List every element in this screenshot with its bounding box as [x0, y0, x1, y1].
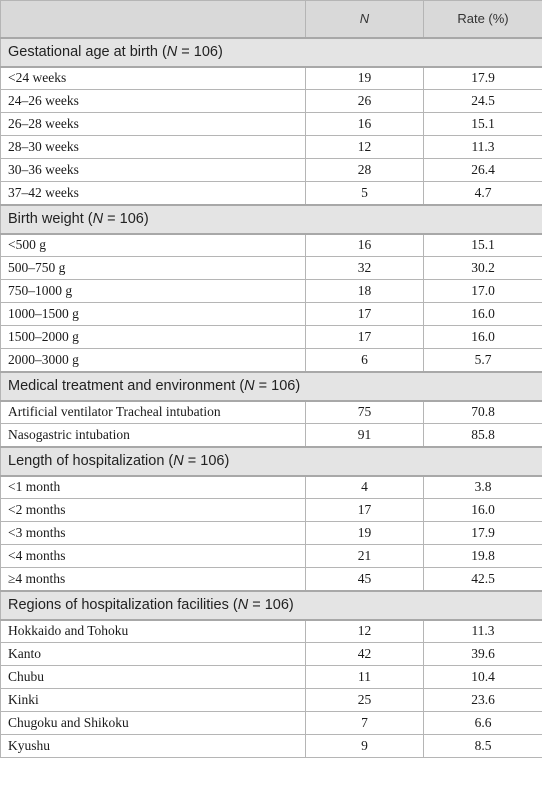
section-header-row — [1, 447, 542, 476]
row-rate: 16.0 — [424, 303, 542, 326]
row-n: 16 — [306, 113, 424, 136]
row-n: 21 — [306, 545, 424, 568]
table-row — [1, 568, 542, 591]
section-title — [1, 372, 542, 401]
section-title-suffix: = 106) — [177, 44, 223, 60]
row-rate: 10.4 — [424, 666, 542, 689]
table-row — [1, 182, 542, 205]
row-n: 32 — [306, 257, 424, 280]
section-header-row — [1, 591, 542, 620]
row-rate: 6.6 — [424, 712, 542, 735]
header-rate: Rate (%) — [424, 1, 542, 38]
row-label: 26–28 weeks — [1, 113, 306, 136]
row-rate: 17.9 — [424, 67, 542, 90]
section-title-n: N — [166, 44, 178, 60]
section-title — [1, 591, 542, 620]
section-title-prefix: Regions of hospitalization facilities ( — [8, 597, 238, 613]
table-row — [1, 735, 542, 758]
row-rate: 24.5 — [424, 90, 542, 113]
row-n: 42 — [306, 643, 424, 666]
row-label: <1 month — [1, 476, 306, 499]
row-n: 17 — [306, 326, 424, 349]
row-rate: 85.8 — [424, 424, 542, 447]
row-rate: 23.6 — [424, 689, 542, 712]
table-body — [1, 38, 542, 758]
row-label: 1500–2000 g — [1, 326, 306, 349]
row-n: 45 — [306, 568, 424, 591]
row-rate: 16.0 — [424, 326, 542, 349]
table-row — [1, 280, 542, 303]
table-row — [1, 620, 542, 643]
table-row — [1, 67, 542, 90]
row-n: 16 — [306, 234, 424, 257]
header-category — [1, 1, 306, 38]
table-row — [1, 113, 542, 136]
section-title-suffix: = 106) — [183, 453, 230, 469]
row-rate: 11.3 — [424, 620, 542, 643]
row-rate: 5.7 — [424, 349, 542, 372]
row-label: <500 g — [1, 234, 306, 257]
row-label: 24–26 weeks — [1, 90, 306, 113]
row-label: Hokkaido and Tohoku — [1, 620, 306, 643]
row-n: 18 — [306, 280, 424, 303]
row-label: Kinki — [1, 689, 306, 712]
row-label: Kyushu — [1, 735, 306, 758]
row-label: <4 months — [1, 545, 306, 568]
row-rate: 26.4 — [424, 159, 542, 182]
row-n: 17 — [306, 499, 424, 522]
row-label: 750–1000 g — [1, 280, 306, 303]
table-row — [1, 522, 542, 545]
row-label: 28–30 weeks — [1, 136, 306, 159]
section-title-suffix: = 106) — [254, 378, 301, 394]
section-title-prefix: Length of hospitalization ( — [8, 453, 174, 469]
table-row — [1, 136, 542, 159]
table-row — [1, 643, 542, 666]
table-row — [1, 326, 542, 349]
row-label: Artificial ventilator Tracheal intubation — [1, 401, 306, 424]
section-title-n: N — [244, 378, 255, 394]
row-n: 12 — [306, 620, 424, 643]
row-rate: 30.2 — [424, 257, 542, 280]
row-label: Nasogastric intubation — [1, 424, 306, 447]
row-n: 19 — [306, 522, 424, 545]
section-header-row — [1, 38, 542, 67]
row-n: 28 — [306, 159, 424, 182]
row-label: 37–42 weeks — [1, 182, 306, 205]
row-label: 2000–3000 g — [1, 349, 306, 372]
row-n: 11 — [306, 666, 424, 689]
section-title-prefix: Birth weight ( — [8, 211, 93, 227]
row-label: ≥4 months — [1, 568, 306, 591]
table-row — [1, 499, 542, 522]
row-label: Chugoku and Shikoku — [1, 712, 306, 735]
row-n: 6 — [306, 349, 424, 372]
table-row — [1, 159, 542, 182]
row-n: 91 — [306, 424, 424, 447]
table-row — [1, 689, 542, 712]
section-header-row — [1, 205, 542, 234]
section-title-prefix: Medical treatment and environment ( — [8, 378, 245, 394]
row-n: 19 — [306, 67, 424, 90]
row-label: <2 months — [1, 499, 306, 522]
section-title — [1, 205, 542, 234]
table-row — [1, 349, 542, 372]
row-rate: 3.8 — [424, 476, 542, 499]
section-title-n: N — [173, 453, 184, 469]
row-rate: 42.5 — [424, 568, 542, 591]
row-label: 30–36 weeks — [1, 159, 306, 182]
table-row — [1, 666, 542, 689]
section-title — [1, 447, 542, 476]
row-label: Chubu — [1, 666, 306, 689]
row-rate: 17.0 — [424, 280, 542, 303]
row-label: <24 weeks — [1, 67, 306, 90]
row-rate: 8.5 — [424, 735, 542, 758]
row-label: 500–750 g — [1, 257, 306, 280]
row-n: 7 — [306, 712, 424, 735]
section-title-n: N — [237, 597, 249, 613]
row-rate: 17.9 — [424, 522, 542, 545]
table-row — [1, 257, 542, 280]
section-title-suffix: = 106) — [103, 211, 149, 227]
row-rate: 39.6 — [424, 643, 542, 666]
section-header-row — [1, 372, 542, 401]
row-rate: 4.7 — [424, 182, 542, 205]
row-label: Kanto — [1, 643, 306, 666]
row-n: 12 — [306, 136, 424, 159]
row-rate: 19.8 — [424, 545, 542, 568]
section-title — [1, 38, 542, 67]
section-title-prefix: Gestational age at birth ( — [8, 44, 167, 60]
row-rate: 16.0 — [424, 499, 542, 522]
table-row — [1, 401, 542, 424]
row-n: 75 — [306, 401, 424, 424]
table-row — [1, 90, 542, 113]
row-rate: 15.1 — [424, 234, 542, 257]
row-n: 4 — [306, 476, 424, 499]
row-label: <3 months — [1, 522, 306, 545]
table-row — [1, 545, 542, 568]
table-row — [1, 712, 542, 735]
section-title-n: N — [92, 211, 104, 227]
table-row — [1, 234, 542, 257]
table-row — [1, 303, 542, 326]
table-row — [1, 424, 542, 447]
row-rate: 70.8 — [424, 401, 542, 424]
header-row — [1, 1, 542, 38]
row-n: 5 — [306, 182, 424, 205]
section-title-suffix: = 106) — [248, 597, 294, 613]
row-rate: 11.3 — [424, 136, 542, 159]
header-n: N — [306, 1, 424, 38]
table-row — [1, 476, 542, 499]
row-n: 25 — [306, 689, 424, 712]
row-n: 9 — [306, 735, 424, 758]
row-n: 17 — [306, 303, 424, 326]
row-label: 1000–1500 g — [1, 303, 306, 326]
row-n: 26 — [306, 90, 424, 113]
row-rate: 15.1 — [424, 113, 542, 136]
